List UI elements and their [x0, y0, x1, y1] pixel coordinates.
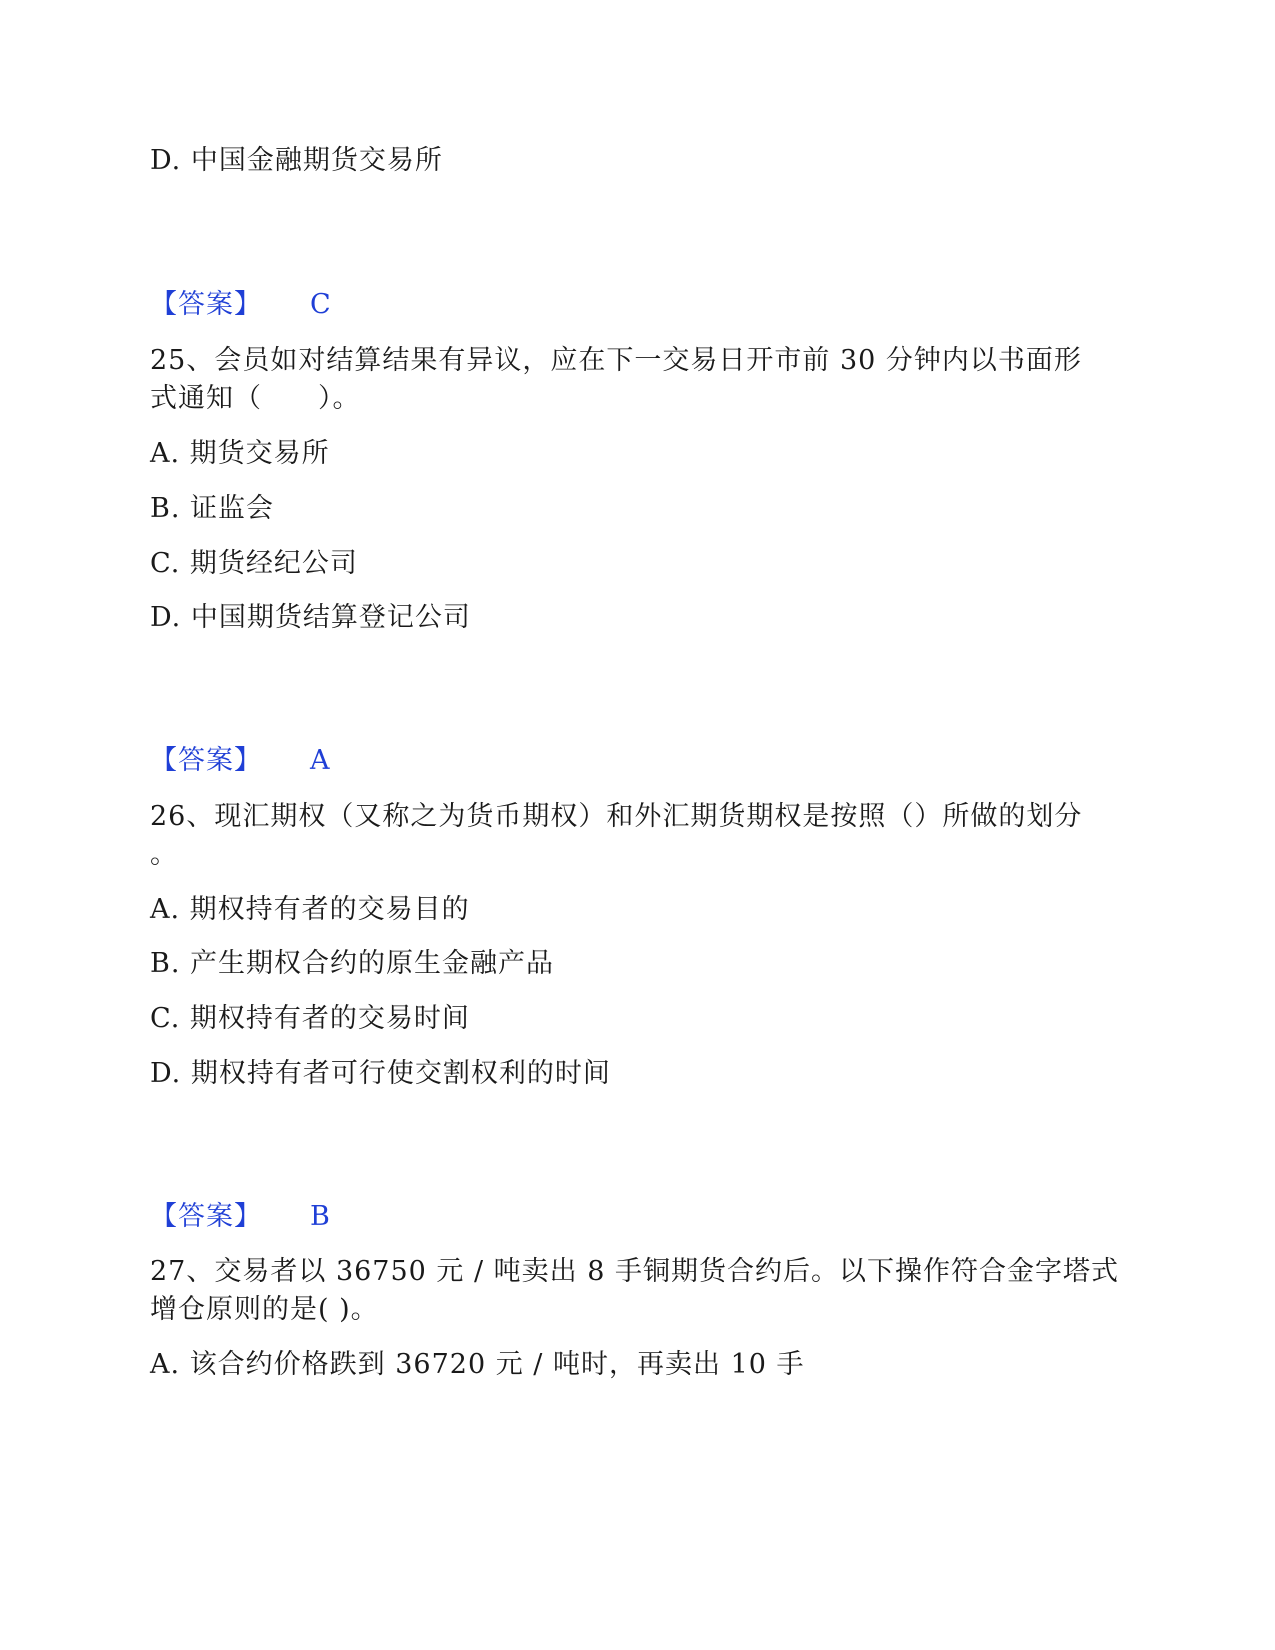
answer-value: C [310, 289, 332, 320]
question-stem-line1: 25、会员如对结算结果有异议，应在下一交易日开市前 30 分钟内以书面形 [150, 345, 1082, 376]
option-c: C. 期权持有者的交易时间 [150, 1003, 470, 1034]
question-stem-line1: 26、现汇期权（又称之为货币期权）和外汇期货期权是按照（）所做的划分 [150, 801, 1083, 832]
option-a: A. 该合约价格跌到 36720 元 / 吨时，再卖出 10 手 [150, 1349, 805, 1380]
question-stem-line2: 式通知（ ）。 [150, 383, 361, 414]
answer-value: B [310, 1201, 331, 1232]
option-a: A. 期货交易所 [150, 438, 330, 469]
option-d: D. 中国期货结算登记公司 [150, 602, 471, 633]
option-a: A. 期权持有者的交易目的 [150, 894, 470, 925]
question-stem-line2: 。 [150, 839, 178, 870]
option-b: B. 产生期权合约的原生金融产品 [150, 948, 555, 979]
answer-label: 【答案】 [150, 289, 262, 320]
option-d: D. 期权持有者可行使交割权利的时间 [150, 1058, 611, 1089]
question-stem-line1: 27、交易者以 36750 元 / 吨卖出 8 手铜期货合约后。以下操作符合金字塔式 [150, 1256, 1120, 1287]
option-b: B. 证监会 [150, 493, 275, 524]
prev-option-d: D. 中国金融期货交易所 [150, 145, 443, 176]
answer-row [150, 743, 331, 779]
answer-row [150, 1199, 331, 1235]
option-c: C. 期货经纪公司 [150, 548, 358, 579]
answer-row [150, 287, 332, 323]
question-stem-line2: 增仓原则的是( )。 [150, 1294, 379, 1325]
answer-label: 【答案】 [150, 745, 262, 776]
answer-label: 【答案】 [150, 1201, 262, 1232]
answer-value: A [310, 745, 331, 776]
